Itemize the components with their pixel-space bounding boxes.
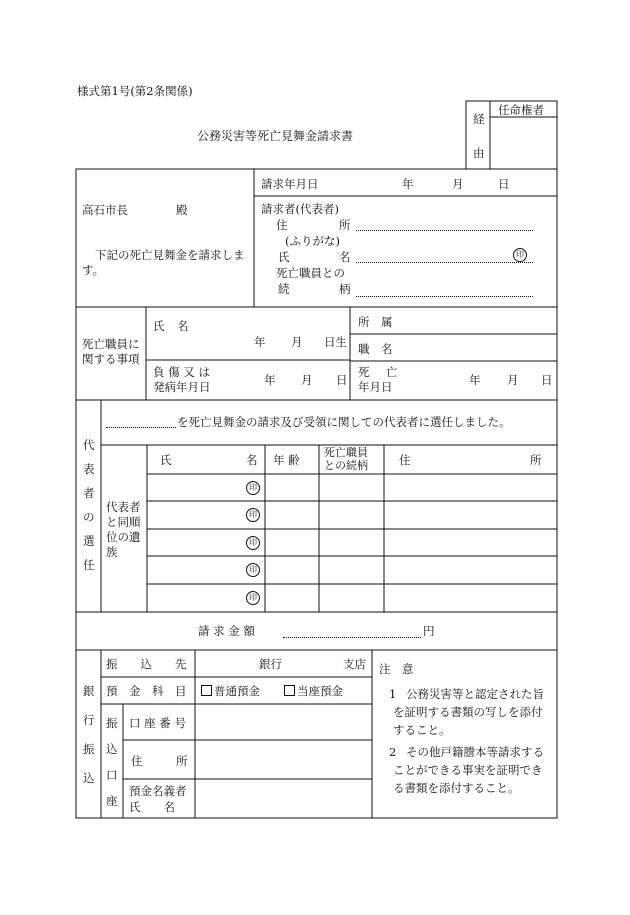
claimant-seal-mark: 印	[513, 248, 527, 262]
deceased-name-label-b: 名	[177, 319, 189, 333]
death-day: 日	[541, 373, 553, 387]
holder-label-1: 預金名義者	[129, 784, 187, 798]
family-label-1: 代表者	[106, 500, 141, 514]
relation-label-2b: 柄	[339, 282, 351, 296]
rep-vertical-4: の	[83, 510, 95, 524]
bank-vertical-1: 銀	[83, 684, 95, 698]
note-1-number: 1	[389, 687, 397, 701]
account-number-label: 口 座 番 号	[129, 716, 186, 730]
claimant-address-label-b: 所	[339, 218, 351, 232]
death-year: 年	[469, 373, 481, 387]
holder-label-2: 氏 名	[129, 800, 175, 814]
bank-address-field[interactable]	[196, 741, 371, 778]
col-relation-label-1: 死亡職員	[324, 446, 368, 459]
family-seal-4: 印	[246, 563, 260, 577]
rep-statement: を死亡見舞金の請求及び受領に関しての代表者に選任しました。	[177, 415, 511, 429]
post-label-a: 職	[358, 342, 370, 356]
branch-suffix: 支店	[343, 657, 366, 671]
note-2-line-1: その他戸籍謄本等請求する	[406, 745, 544, 759]
rep-vertical-3: 者	[83, 486, 95, 500]
bank-suffix: 銀行	[259, 657, 282, 671]
death-date-label-2: 年月日	[358, 380, 393, 394]
claimant-address-field[interactable]	[356, 230, 533, 231]
col-address-label-a: 住	[399, 453, 411, 467]
col-age-label: 年 齢	[273, 453, 300, 467]
bank-address-label-a: 住	[131, 754, 143, 768]
request-date-label: 請求年月日	[261, 177, 319, 191]
deceased-name-label-a: 氏	[153, 319, 165, 333]
account-holder-field[interactable]	[196, 780, 371, 817]
koza-vertical-1: 振	[106, 716, 118, 730]
claimant-name-label-b: 名	[339, 250, 351, 264]
form-title: 公務災害等死亡見舞金請求書	[197, 129, 354, 143]
family-label-3: 位の遺	[106, 530, 141, 544]
notes-title: 注 意	[379, 662, 414, 676]
form-number: 様式第1号(第2条関係)	[77, 84, 193, 98]
injury-month: 月	[301, 373, 313, 387]
birth-month: 月	[291, 335, 303, 349]
post-label-b: 名	[381, 342, 393, 356]
family-label-2: と同順	[106, 515, 141, 529]
ordinary-deposit-option[interactable]	[201, 684, 260, 698]
request-statement: 下記の死亡見舞金を請求しま	[95, 248, 245, 262]
koza-vertical-3: 口	[106, 768, 118, 782]
bank-vertical-3: 振	[83, 742, 95, 756]
claimant-address-label-a: 住	[276, 218, 288, 232]
note-2-line-3: る書類を添付すること。	[393, 781, 520, 795]
rep-vertical-6: 任	[83, 558, 95, 572]
claimant-name-label-a: 氏	[278, 250, 290, 264]
deceased-section-label-2: 関する事項	[82, 352, 140, 366]
bank-vertical-4: 込	[83, 771, 95, 785]
bank-address-label-b: 所	[176, 754, 188, 768]
family-label-4: 族	[106, 545, 118, 559]
note-1-line-1: 公務災害等と認定された旨	[406, 687, 544, 701]
col-relation-label-2: との続柄	[324, 459, 368, 472]
death-month: 月	[507, 373, 519, 387]
keiyu-label-1: 経	[473, 112, 485, 126]
injury-date-label-1: 負 傷 又 は	[153, 365, 210, 379]
relation-label-2a: 続	[278, 282, 290, 296]
appointer-label: 任命権者	[498, 103, 544, 117]
rep-vertical-2: 表	[83, 462, 95, 476]
note-2-number: 2	[389, 745, 397, 759]
family-seal-2: 印	[246, 508, 260, 522]
amount-unit: 円	[423, 624, 435, 638]
injury-day: 日	[336, 373, 348, 387]
family-seal-5: 印	[246, 591, 260, 605]
note-1-line-2: を証明する書類の写しを添付	[393, 705, 543, 719]
koza-vertical-2: 込	[106, 742, 118, 756]
death-date-label-1a: 死	[358, 365, 370, 379]
ordinary-label: 普通預金	[214, 684, 260, 698]
birth-year: 年	[254, 335, 266, 349]
death-date-label-1b: 亡	[386, 365, 398, 379]
current-label: 当座預金	[297, 684, 343, 698]
affiliation-label-a: 所	[358, 315, 370, 329]
claimant-label: 請求者(代表者)	[261, 202, 339, 216]
family-seal-3: 印	[246, 536, 260, 550]
ordinary-checkbox[interactable]	[201, 685, 212, 696]
request-month: 月	[452, 177, 464, 191]
deceased-section-label-1: 死亡職員に	[82, 337, 140, 351]
appointer-stamp-area[interactable]	[491, 118, 556, 168]
keiyu-label-2: 由	[473, 146, 485, 160]
amount-field[interactable]	[283, 637, 421, 638]
account-number-field[interactable]	[196, 705, 371, 739]
injury-date-label-2: 発病年月日	[153, 380, 211, 394]
honorific: 殿	[176, 203, 188, 217]
family-seal-1: 印	[246, 481, 260, 495]
note-1-line-3: すること。	[393, 723, 451, 737]
addressee: 高石市長	[82, 203, 128, 217]
rep-vertical-1: 代	[83, 438, 95, 452]
amount-label: 請 求 金 額	[198, 624, 255, 638]
request-day: 日	[498, 177, 510, 191]
deposit-type-label: 預 金 科 目	[106, 684, 187, 698]
furigana-label: (ふりがな)	[285, 234, 340, 248]
birth-day-label: 日生	[324, 335, 347, 349]
koza-vertical-4: 座	[106, 794, 118, 808]
rep-vertical-5: 選	[83, 534, 95, 548]
representative-name-field[interactable]	[106, 427, 176, 428]
col-address-label-b: 所	[530, 453, 542, 467]
col-name-label-a: 氏	[160, 453, 172, 467]
request-year: 年	[402, 177, 414, 191]
relation-label-1: 死亡職員との	[276, 266, 345, 280]
claimant-name-field[interactable]	[356, 262, 533, 263]
current-checkbox[interactable]	[284, 685, 295, 696]
note-2-line-2: ことができる事実を証明でき	[393, 763, 543, 777]
payee-label: 振 込 先	[106, 657, 187, 671]
request-statement-end: す。	[82, 263, 105, 277]
bank-vertical-2: 行	[83, 713, 95, 727]
relation-field[interactable]	[356, 296, 533, 297]
injury-year: 年	[264, 373, 276, 387]
col-name-label-b: 名	[246, 453, 258, 467]
current-deposit-option[interactable]	[284, 684, 343, 698]
affiliation-label-b: 属	[381, 315, 393, 329]
